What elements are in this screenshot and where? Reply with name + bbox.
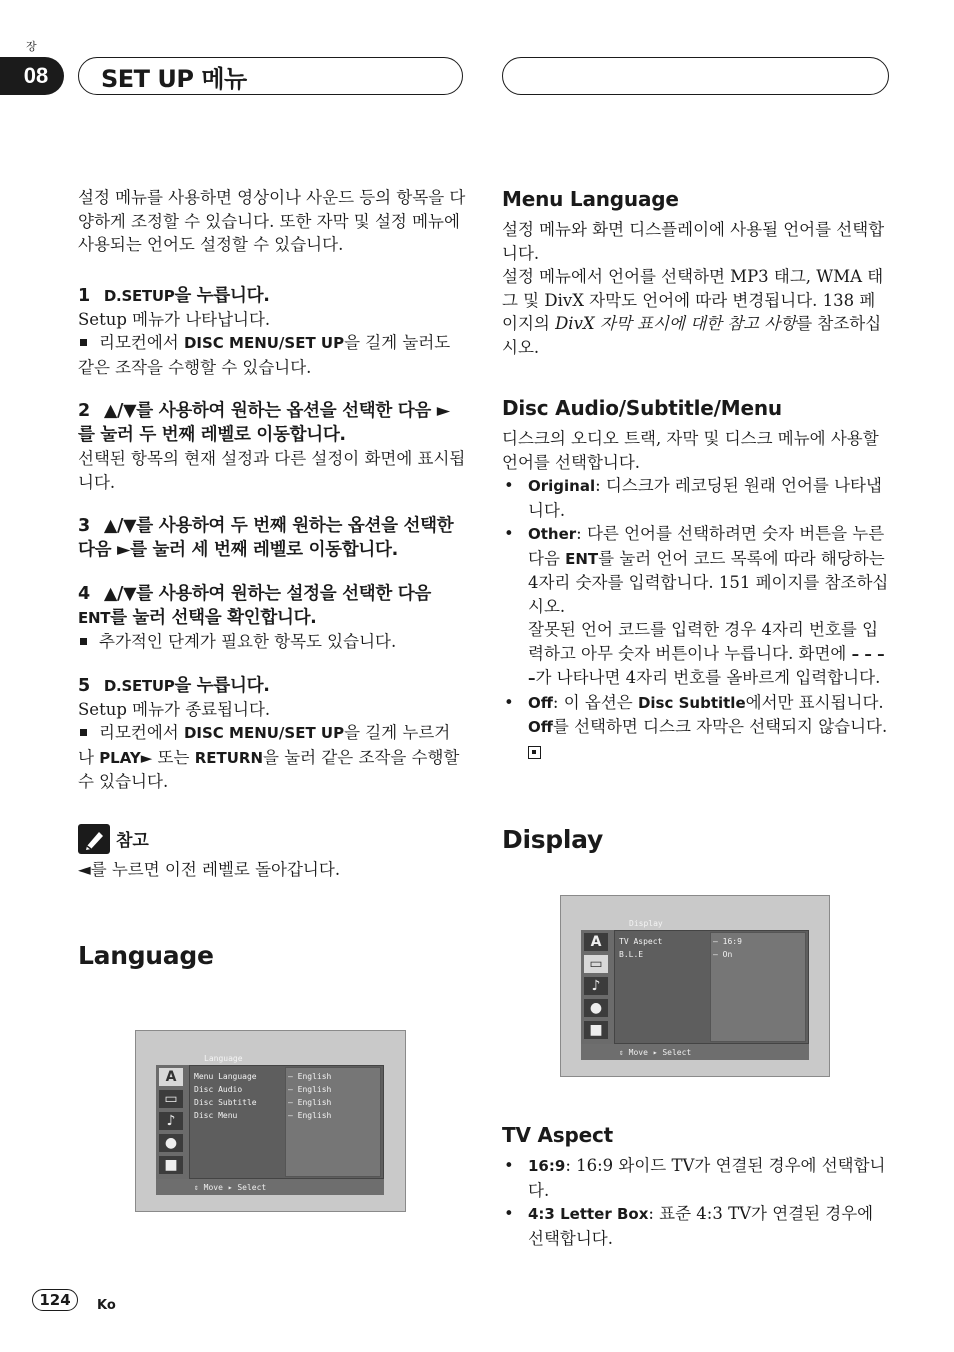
- chapter-number-tab: 08: [0, 57, 64, 95]
- osd-value-pane: [285, 1067, 381, 1177]
- note-text: ◄를 누르면 이전 레벨로 돌아갑니다.: [78, 859, 341, 879]
- step-5-bullet: 리모컨에서 DISC MENU/SET UP을 길게 누르거나 PLAY► 또는 RETURN을 눌러 같은 조작을 수행할 수 있습니다.: [78, 723, 460, 791]
- audio-icon: ♪: [584, 977, 608, 995]
- osd-title: Language: [204, 1054, 243, 1063]
- step-1-desc: Setup 메뉴가 나타납니다.: [78, 309, 271, 329]
- language-code: Ko: [97, 1298, 116, 1313]
- language-heading: Language: [78, 941, 214, 970]
- disc-paragraph: 디스크의 오디오 트랙, 자막 및 디스크 메뉴에 사용할 언어를 선택합니다.: [502, 429, 879, 472]
- list-item: • Original: 디스크가 레코딩된 원래 언어를 나타냅니다.: [504, 476, 882, 520]
- osd-row-value: – English: [288, 1111, 332, 1120]
- menu-language-heading: Menu Language: [502, 187, 679, 211]
- menu-language-p1: 설정 메뉴와 화면 디스플레이에 사용될 언어를 선택합니다.: [502, 220, 885, 263]
- page-number: 124: [32, 1289, 78, 1311]
- menu-language-p2: 설정 메뉴에서 언어를 선택하면 MP3 태그, WMA 태그 및 DivX 자막도 언어에 따라 변경됩니다. 138 페이지의 DivX 자막 표시에 대한 참고 사항를 참조하십시오.: [502, 267, 884, 357]
- lock-icon: ●: [159, 1134, 183, 1152]
- osd-row-value: – On: [713, 950, 733, 959]
- lock-icon: ●: [584, 999, 608, 1017]
- page-title: SET UP 메뉴: [78, 57, 463, 95]
- osd-row-value: – English: [288, 1085, 332, 1094]
- osd-sidebar: [581, 930, 614, 1044]
- step-2-heading: 2 ▲/▼를 사용하여 원하는 옵션을 선택한 다음 ►를 눌러 두 번째 레벨로 이동합니다.: [78, 401, 450, 445]
- osd-row: B.L.E: [619, 950, 644, 959]
- list-item: • 4:3 Letter Box: 표준 4:3 TV가 연결된 경우에 선택합니다.: [504, 1204, 874, 1248]
- osd-language-screenshot: [135, 1030, 406, 1212]
- square-bullet-icon: [80, 729, 87, 736]
- step-1-bullet: 리모컨에서 DISC MENU/SET UP을 길게 눌러도 같은 조작을 수행할 수 있습니다.: [78, 333, 451, 377]
- osd-sidebar: [156, 1065, 189, 1179]
- osd-row-value: – English: [288, 1098, 332, 1107]
- language-icon: A: [159, 1068, 183, 1086]
- disc-audio-subtitle-menu-heading: Disc Audio/Subtitle/Menu: [502, 396, 782, 420]
- others-icon: ■: [159, 1156, 183, 1174]
- language-icon: A: [584, 933, 608, 951]
- disc-options-list: [502, 474, 890, 763]
- osd-row-value: – English: [288, 1072, 332, 1081]
- osd-value-pane: [710, 932, 806, 1042]
- step-3-heading: 3 ▲/▼를 사용하여 두 번째 원하는 옵션을 선택한 다음 ►를 눌러 세 번째 레벨로 이동합니다.: [78, 516, 454, 560]
- osd-row: TV Aspect: [619, 937, 663, 946]
- tv-aspect-heading: TV Aspect: [502, 1123, 613, 1147]
- list-item: • 16:9: 16:9 와이드 TV가 연결된 경우에 선택합니다.: [504, 1156, 886, 1200]
- note-heading: 참고: [78, 824, 466, 854]
- header-empty-pill: [502, 57, 889, 95]
- list-item: • Off: 이 옵션은 Disc Subtitle에서만 표시됩니다. Off를 선택하면 디스크 자막은 선택되지 않습니다.: [502, 691, 890, 764]
- display-heading: Display: [502, 825, 603, 854]
- osd-row: Disc Audio: [194, 1085, 243, 1094]
- chapter-label: 장: [26, 40, 37, 53]
- list-item: • Other: 다른 언어를 선택하려면 숫자 버튼을 누른 다음 ENT를 눌러 언어 코드 목록에 따라 해당하는 4자리 숫자를 입력합니다. 151 페이지를 참조하십시오. 잘못된 언어 코드를 입력한 경우 4자리 번호를 입력하고 아무 숫자 버튼이나 누릅니다. 화면에 – – – –가 나타나면 4자리 번호를 올바르게 입력합니다.: [504, 524, 889, 687]
- step-5-desc: Setup 메뉴가 종료됩니다.: [78, 699, 271, 719]
- note-pencil-icon: [78, 824, 110, 854]
- step-5-heading: 5 D.SETUP을 누릅니다.: [78, 675, 270, 696]
- others-icon: ■: [584, 1021, 608, 1039]
- tv-aspect-section: [502, 1122, 890, 1250]
- step-4-heading: 4 ▲/▼를 사용하여 원하는 설정을 선택한 다음 ENT를 눌러 선택을 확인합니다.: [78, 584, 431, 628]
- square-bullet-icon: [80, 638, 87, 645]
- audio-icon: ♪: [159, 1112, 183, 1130]
- left-column: [78, 186, 466, 970]
- display-icon: ▭: [584, 955, 608, 973]
- end-mark-icon: [528, 746, 541, 759]
- osd-row: Disc Menu: [194, 1111, 238, 1120]
- osd-row-value: – 16:9: [713, 937, 742, 946]
- right-column: [502, 186, 890, 854]
- step-4-bullet: 추가적인 단계가 필요한 항목도 있습니다.: [78, 630, 466, 654]
- osd-row: Disc Subtitle: [194, 1098, 257, 1107]
- osd-footer: ⇕ Move ▸ Select: [581, 1044, 809, 1060]
- osd-title: Display: [629, 919, 663, 928]
- osd-display-screenshot: [560, 895, 830, 1077]
- step-1-heading: 1 D.SETUP을 누릅니다.: [78, 285, 270, 306]
- osd-footer: ⇕ Move ▸ Select: [156, 1179, 384, 1195]
- display-icon: ▭: [159, 1090, 183, 1108]
- step-2-desc: 선택된 항목의 현재 설정과 다른 설정이 화면에 표시됩니다.: [78, 449, 466, 492]
- osd-row: Menu Language: [194, 1072, 257, 1081]
- square-bullet-icon: [80, 339, 87, 346]
- tv-aspect-list: [502, 1154, 890, 1250]
- intro-paragraph: 설정 메뉴를 사용하면 영상이나 사운드 등의 항목을 다양하게 조정할 수 있습니다. 또한 자막 및 설정 메뉴에 사용되는 언어도 설정할 수 있습니다.: [78, 188, 466, 254]
